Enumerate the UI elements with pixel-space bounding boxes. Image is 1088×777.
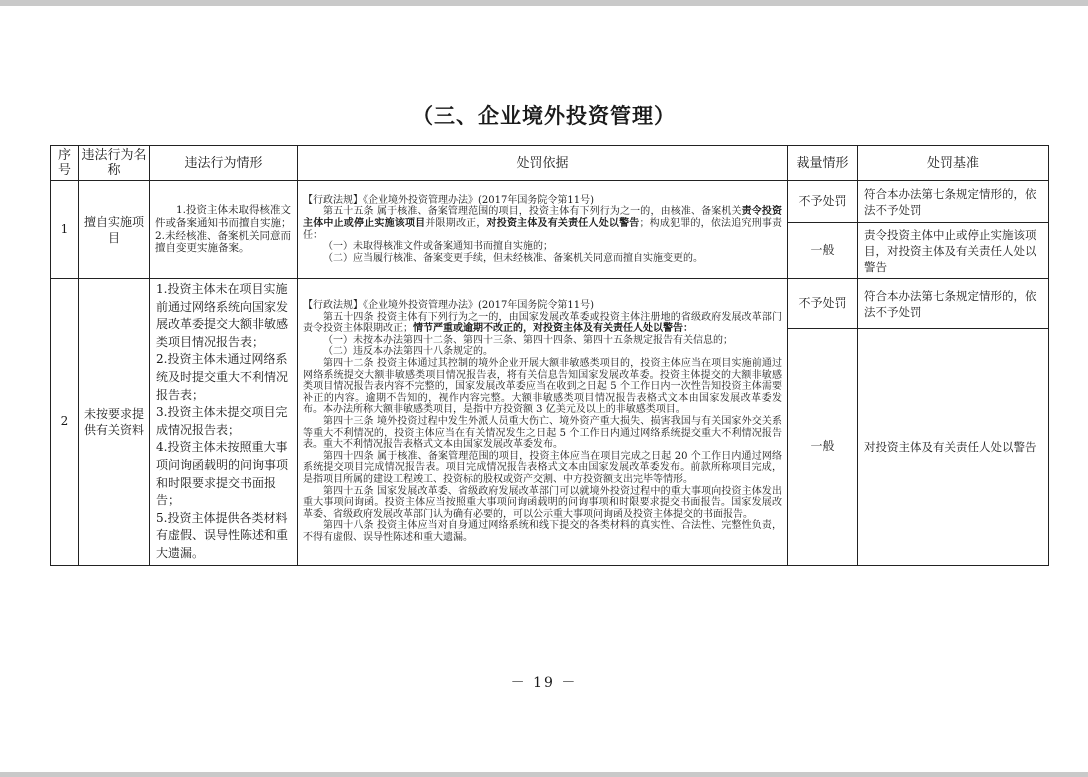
page-title: （三、企业境外投资管理） <box>412 103 676 128</box>
penalty-basis <box>298 279 788 566</box>
discretion-level: 不予处罚 <box>788 181 858 223</box>
basis-article: 第四十三条 境外投资过程中发生外派人员重大伤亡、境外资产重大损失、损害我国与有关国家外交关系等重大不利情况的，投资主体应当在有关情况发生之日起 5 个工作日内通过网络系统提交重大不利情况报告表。重大不利情况报告表格式文本由国家发展改革委发布。 <box>303 415 782 451</box>
penalty-standard: 符合本办法第七条规定情形的，依法不予处罚 <box>858 279 1049 329</box>
table-header-row <box>51 146 1049 181</box>
basis-article: 第四十八条 投资主体应当对自身通过网络系统和线下提交的各类材料的真实性、合法性、完整性负责，不得有虚假、误导性陈述和重大遗漏。 <box>303 520 782 543</box>
basis-source: 【行政法规】《企业境外投资管理办法》(2017年国务院令第11号) <box>303 300 594 312</box>
situation-item: 4.投资主体未按照重大事项问询函载明的问询事项和时限要求提交书面报告； <box>156 440 289 508</box>
page-number: － 19 － <box>510 675 578 691</box>
header-situation: 违法行为情形 <box>150 146 298 181</box>
penalty-standard: 责令投资主体中止或停止实施该项目，对投资主体及有关责任人处以警告 <box>858 223 1049 279</box>
penalty-standard: 对投资主体及有关责任人处以警告 <box>858 329 1049 566</box>
violation-name: 未按要求提供有关资料 <box>79 279 150 566</box>
basis-item: （二）应当履行核准、备案变更手续，但未经核准、备案机关同意而擅自实施变更的。 <box>323 252 703 264</box>
header-discretion: 裁量情形 <box>788 146 858 181</box>
basis-item: （一）未按本办法第四十二条、第四十三条、第四十四条、第四十五条规定报告有关信息的； <box>323 334 733 346</box>
table-row <box>51 279 1049 329</box>
row-number: 2 <box>51 279 79 566</box>
basis-article: 第五十五条 属于核准、备案管理范围的项目，投资主体有下列行为之一的，由核准、备案机关责令投资主体中止或停止实施该项目并限期改正，对投资主体及有关责任人处以警告；构成犯罪的，依法追究刑事责任： <box>303 206 783 241</box>
situation-item: 3.投资主体未提交项目完成情况报告表； <box>156 405 288 437</box>
basis-item: （二）违反本办法第四十八条规定的。 <box>323 346 493 358</box>
basis-item: （一）未取得核准文件或备案通知书而擅自实施的； <box>323 241 553 253</box>
header-no: 序号 <box>51 146 79 181</box>
situation-item: 5.投资主体提供各类材料有虚假、误导性陈述和重大遗漏。 <box>156 510 289 560</box>
table-row <box>51 181 1049 223</box>
situation-item: 2.投资主体未通过网络系统及时提交重大不利情况报告表； <box>156 352 289 402</box>
basis-article: 第四十四条 属于核准、备案管理范围的项目，投资主体应当在项目完成之日起 20 个工作日内通过网络系统提交项目完成情况报告表。项目完成情况报告表格式文本由国家发展改革委发布。前款所称项目完成，是指项目所属的建设工程竣工、投资标的股权或资产交割、中方投资额支出完毕等情形。 <box>303 450 782 485</box>
row-number: 1 <box>51 181 79 279</box>
violation-situation: 1.投资主体未取得核准文件或备案通知书而擅自实施；2.未经核准、备案机关同意而擅自变更实施备案。 <box>150 181 298 279</box>
violation-situation <box>150 279 298 566</box>
discretion-level: 一般 <box>788 329 858 566</box>
penalty-standard: 符合本办法第七条规定情形的，依法不予处罚 <box>858 181 1049 223</box>
header-name: 违法行为名称 <box>79 146 150 181</box>
discretion-level: 一般 <box>788 223 858 279</box>
discretion-level: 不予处罚 <box>788 279 858 329</box>
basis-article: 第四十二条 投资主体通过其控制的境外企业开展大额非敏感类项目的，投资主体应当在项目实施前通过网络系统提交大额非敏感类项目情况报告表，将有关信息告知国家发展改革委。投资主体提交的大额非敏感类项目情况报告表内容不完整的，国家发展改革委应当在收到之日起 5 个工作日内一次性告知投资主体需要补正的内容。逾期不告知的，视作内容完整。大额非敏感类项目情况报告表格式文本由国家发展改革委发布。本办法所称大额非敏感类项目，是指中方投资额 3 亿美元及以上的非敏感类项目。 <box>303 357 782 416</box>
penalty-table <box>50 145 1049 566</box>
basis-article: 第四十五条 国家发展改革委、省级政府发展改革部门可以就境外投资过程中的重大事项向投资主体发出重大事项问询函。投资主体应当按照重大事项问询函载明的问询事项和时限要求提交书面报告。国家发展改革委、省级政府发展改革部门认为确有必要的，可以公示重大事项问询函及投资主体提交的书面报告。 <box>303 485 782 520</box>
violation-name: 擅自实施项目 <box>79 181 150 279</box>
situation-item: 1.投资主体未在项目实施前通过网络系统向国家发展改革委提交大额非敏感类项目情况报告表； <box>156 282 289 349</box>
penalty-basis <box>298 181 788 279</box>
basis-source: 【行政法规】《企业境外投资管理办法》(2017年国务院令第11号) <box>303 194 594 206</box>
bottom-border <box>0 772 1088 777</box>
header-basis: 处罚依据 <box>298 146 788 181</box>
header-standard: 处罚基准 <box>858 146 1049 181</box>
top-border <box>0 0 1088 6</box>
basis-article: 第五十四条 投资主体有下列行为之一的，由国家发展改革委或投资主体注册地的省级政府发展改革部门责令投资主体限期改正；情节严重或逾期不改正的，对投资主体及有关责任人处以警告： <box>303 311 782 335</box>
